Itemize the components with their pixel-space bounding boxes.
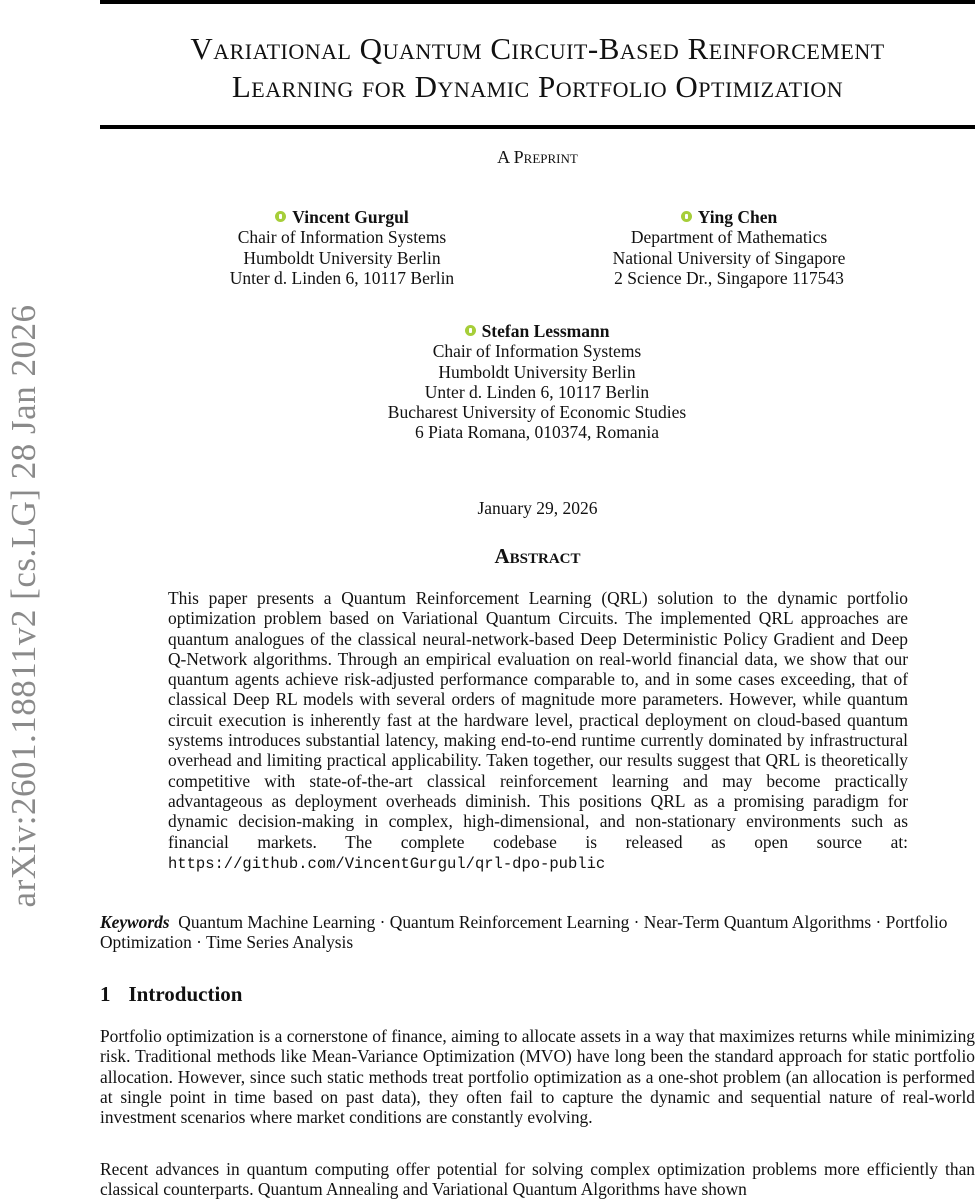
author-affiliation: National University of Singapore <box>612 247 846 268</box>
author-name: Vincent Gurgul <box>292 207 409 227</box>
author-block-1 <box>186 207 498 288</box>
orcid-icon[interactable] <box>681 211 692 222</box>
code-repository-link[interactable]: https://github.com/VincentGurgul/qrl-dpo-public <box>168 854 606 873</box>
arxiv-id: arXiv:2601.18811v2 [cs.LG] 28 Jan 2026 <box>4 304 43 908</box>
keywords-label: Keywords <box>100 912 170 932</box>
author-name: Ying Chen <box>697 207 778 227</box>
author-affiliation: 2 Science Dr., Singapore 117543 <box>614 267 844 288</box>
author-block-3 <box>337 321 737 443</box>
author-block-2 <box>578 207 880 288</box>
section-title: Introduction <box>128 982 243 1006</box>
author-affiliation: Chair of Information Systems <box>432 341 642 362</box>
author-affiliation: Unter d. Linden 6, 10117 Berlin <box>424 381 650 402</box>
title-line-1: Variational Quantum Circuit-Based Reinforcement <box>190 31 885 66</box>
author-affiliation: Humboldt University Berlin <box>243 247 441 268</box>
author-name: Stefan Lessmann <box>481 321 610 341</box>
author-affiliation: Unter d. Linden 6, 10117 Berlin <box>229 267 455 288</box>
section-heading <box>100 982 242 1007</box>
title-line-2: Learning for Dynamic Portfolio Optimization <box>231 69 844 104</box>
title-rule-bottom <box>100 125 975 129</box>
orcid-icon[interactable] <box>465 325 476 336</box>
abstract-text: This paper presents a Quantum Reinforcement Learning (QRL) solution to the dynamic portfolio optimization problem based on Variational Quantum Circuits. The implemented QRL approaches are quantum analogues of the classical neural-network-based Deep Deterministic Policy Gradient and Deep Q-Network algorithms. Through an empirical evaluation on real-world financial data, we show that our quantum agents achieve risk-adjusted performance comparable to, and in some cases exceeding, that of classical Deep RL models with several orders of magnitude more parameters. However, while quantum circuit execution is inherently fast at the hardware level, practical deployment on cloud-based quantum systems introduces substantial latency, making end-to-end runtime currently dominated by infrastructural overhead and limiting practical applicability. Taken together, our results suggest that QRL is theoretically competitive with state-of-the-art classical reinforcement learning and may become practically advantageous as deployment overheads diminish. This positions QRL as a promising paradigm for dynamic decision-making in complex, high-dimensional, and non-stationary environments such as financial markets. The complete codebase is released as open source at: <box>168 588 908 852</box>
keywords-list: Quantum Machine Learning · Quantum Reinforcement Learning · Near-Term Quantum Algorithms · Portfolio Optimization · Time Series Analysis <box>100 912 948 953</box>
section-number: 1 <box>100 982 111 1006</box>
preprint-label: A Preprint <box>497 147 578 167</box>
paragraph: Portfolio optimization is a cornerstone of finance, aiming to allocate assets in a way that maximizes returns while minimizing risk. Traditional methods like Mean-Variance Optimization (MVO) have long been the standard approach for static portfolio allocation. However, since such static methods treat portfolio optimization as a one-shot problem (an allocation is performed at single point in time based on past data), they often fail to capture the dynamic and sequential nature of real-world investment scenarios where market conditions are constantly evolving. <box>100 1026 975 1128</box>
author-affiliation: Department of Mathematics <box>630 227 828 248</box>
publication-date: January 29, 2026 <box>477 498 598 518</box>
paper-title <box>100 30 975 106</box>
keywords <box>100 912 975 953</box>
author-affiliation: Bucharest University of Economic Studies <box>387 402 687 423</box>
title-rule-top <box>100 0 975 4</box>
paragraph: Recent advances in quantum computing offer potential for solving complex optimization problems more efficiently than classical counterparts. Quantum Annealing and Variational Quantum Algorithms have shown <box>100 1159 975 1200</box>
abstract-heading: Abstract <box>494 544 581 568</box>
author-affiliation: 6 Piata Romana, 010374, Romania <box>415 422 659 443</box>
abstract-body <box>168 588 908 874</box>
author-affiliation: Humboldt University Berlin <box>438 361 636 382</box>
orcid-icon[interactable] <box>275 211 286 222</box>
author-affiliation: Chair of Information Systems <box>237 227 447 248</box>
